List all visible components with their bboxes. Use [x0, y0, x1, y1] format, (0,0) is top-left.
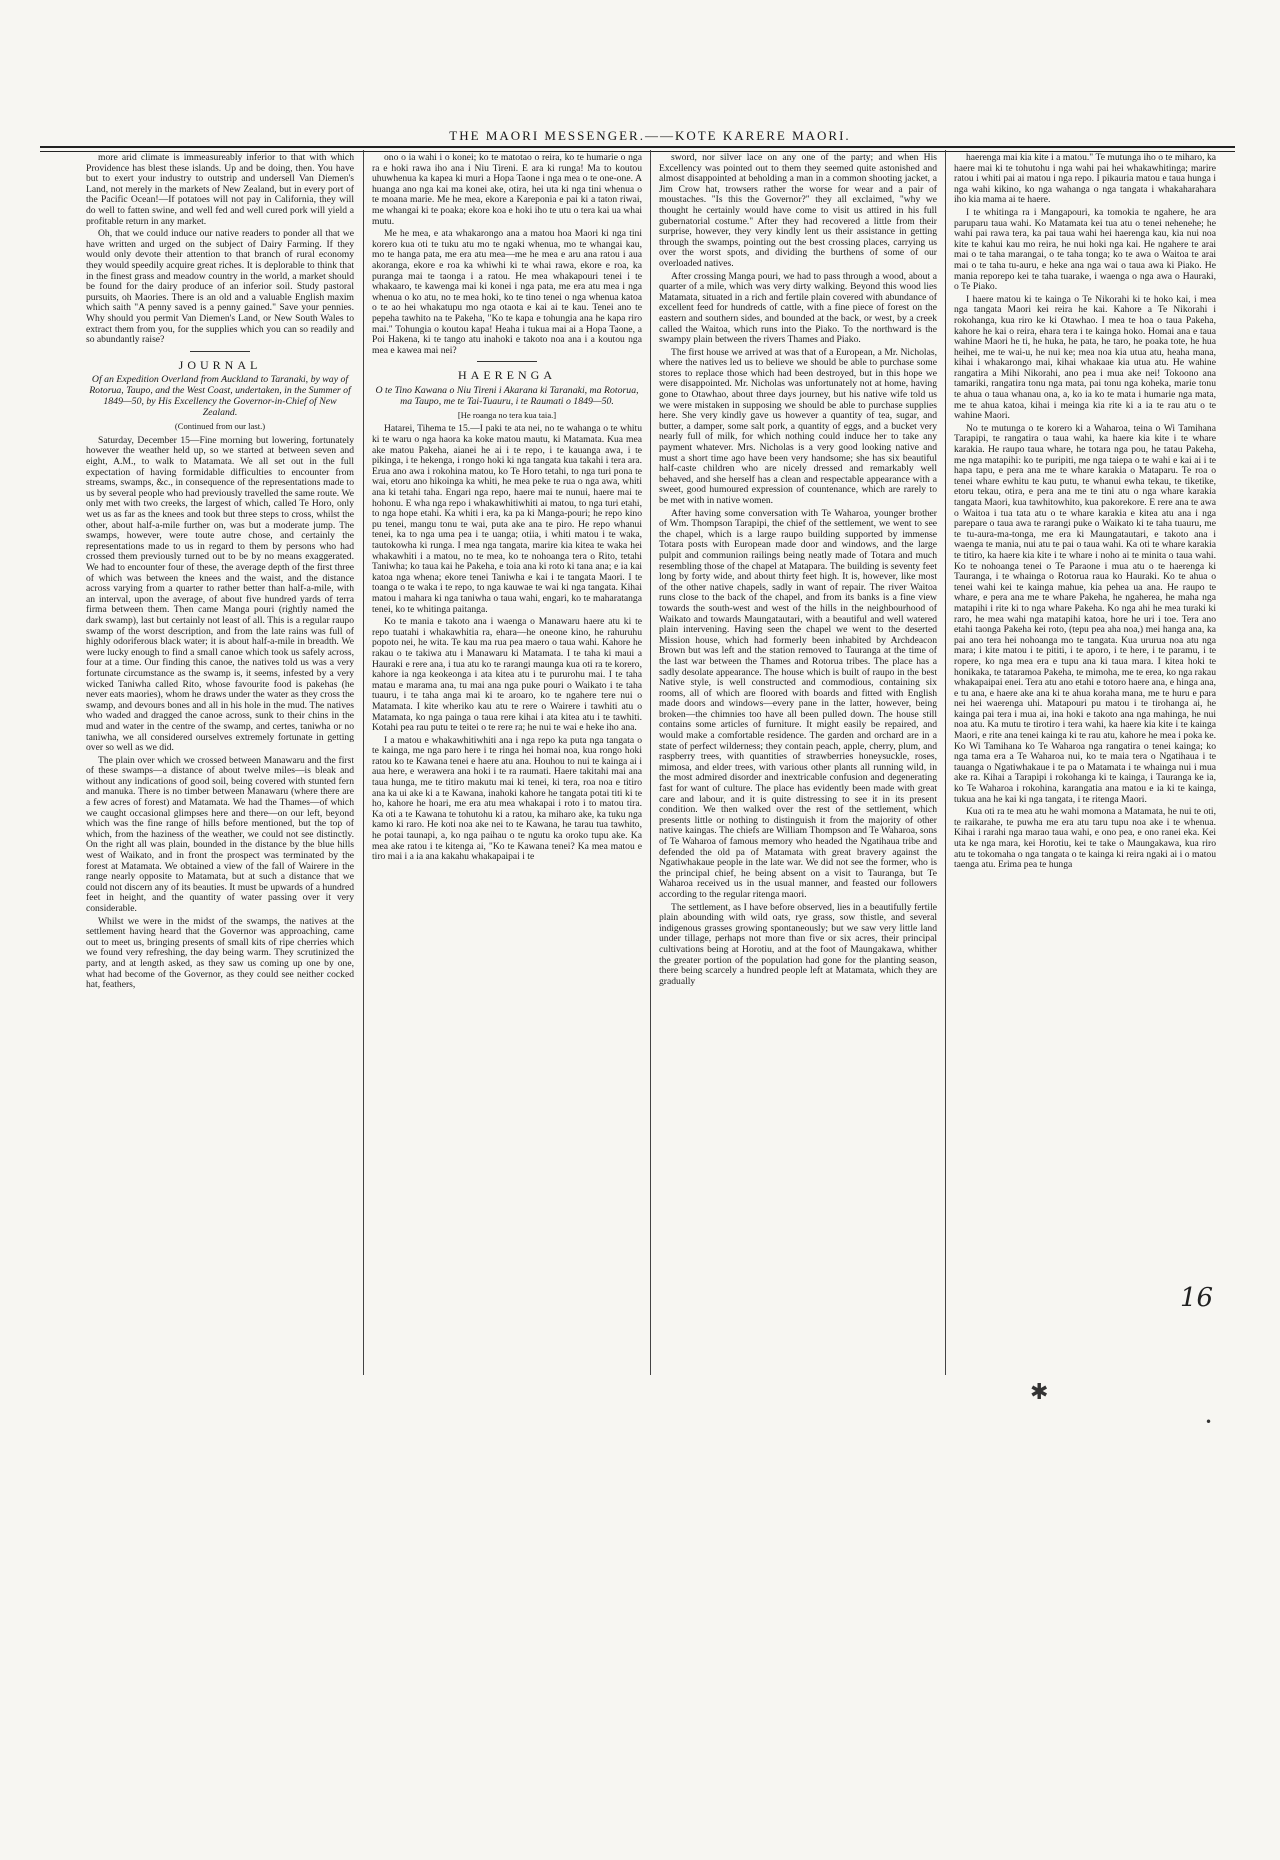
- masthead: THE MAORI MESSENGER.——KOTE KARERE MAORI.: [449, 128, 851, 143]
- col2-paragraph: Me he mea, e ata whakarongo ana a matou hoa Maori ki nga tini korero kua oti te tuku atu mo te ngaki whenua, mo te whangai kau, mo te hanga pata, me era atu mea—me he mea e aru ana ratou i aua akoranga, ekore e roa ka whiwhi ki te whai rawa, ekore e roa, ka puranga mai te taonga i a ratou. He mea whakapouri tenei i te whakaaro, te kawenga mai ki konei i nga pata, me era atu mea i nga whenua o ko atu, no te mea hoki, ko te tino tenei o nga whenua katoa o te ao hei whakatupu mo nga otaota e kai ai te kau. Tenei ano te pepeha tawhito na te Pakeha, "Ko te kapa e tohungia ana he kapa riro mai." Tohungia o koutou kapa! Heaha i tukua mai ai a Hopa Taone, a Poi Hakena, ki te tango atu inahoki e takoto noa ana i a koutou nga mea e kawea mai nei?: [372, 228, 642, 356]
- col4-paragraph: haerenga mai kia kite i a matou." Te mutunga iho o te miharo, ka haere mai ki te tohutohu i nga wahi pai hei whakawhitinga; marire ratou i whiti pai ai matou i nga repo. I pikauria matou e taua hunga i nga wahi kikino, ko nga wahanga o nga tangata i whakaharahara iho kia mama ai te haere.: [954, 153, 1216, 206]
- col2-paragraph: ono o ia wahi i o konei; ko te matotao o reira, ko te humarie o nga ra e hoki rawa iho ana i Niu Tireni. E ara ki runga! Ma to koutou uhuwhenua ka kapea ki muri a Hopa Taone i nga mea o te one-one. A huanga ano nga kai ma konei ake, otira, hei uta ki nga tini whenua o te moana marie. Me he mea, ekore a Kareponia e pai ki a taton riwai, me whangai ki te poaka; ekore koa e hoki iho te utu o tera kai ua whai mutu.: [372, 153, 642, 227]
- section-divider: [477, 361, 537, 362]
- col4-paragraph: I haere matou ki te kainga o Te Nikorahi ki te hoko kai, i mea nga tangata Maori kei reira he kai. Kahore a Te Nikorahi i rokohanga, kua riro ke ki Otawhao. I mea te hoa o taua Pakeha, kahore he kai o reira, ehara tera i te kainga hoko. Homai ana e taua wahine Maori he ti, he huka, he pata, he taro, he poaka tote, he hua heihei, me te wai-u, he nui ke; mea noa kia utua atu, heaha mana, kihai i whakarongo mai, kihai whakaae kia utua atu. He wahine rangatira a Mihi Nikorahi, ano pea i mua ake nei! Tokoono ana tamariki, rangatira tonu nga mata, pai tonu nga koheka, marie tonu te ahua o taua whanau ona, a, ko ia ko te mata i humarie nga mata, me te ahua katoa, kihai i meinga kia rite ki a ia te rau atu o te wahine Maori.: [954, 293, 1216, 422]
- section-divider: [190, 351, 250, 352]
- journal-paragraph: Saturday, December 15—Fine morning but lowering, fortunately however the weather held up, so we started at between seven and eight, A.M., to walk to Matamata. We all set out in the full expectation of having formidable difficulties to encounter from streams, swamps, &c., in consequence of the representations made to us by several people who had previously travelled the same route. We only met with two creeks, the largest of which, called Te Horo, only wet us as far as the knees and took but three steps to cross, whilst the other, about half-a-mile further on, was but a moderate jump. The swamps, however, were toute autre chose, and certainly the representations made to us in regard to them by persons who had crossed them previously turned out to be by no means exaggerated. We had to encounter four of these, the average depth of the first three of which was between the knees and the waist, and the distance across varying from a quarter to rather better than half-a-mile, with an interval, upon the average, of about five hundred yards of terra firma between them. Then came Manga pouri (rightly named the dark swamp), last but certainly not least of all. This is a regular raupo swamp of the worst description, and from the late rains was full of highly odoriferous black water; it is about half-a-mile in breadth. We were lucky enough to find a small canoe which took us safely across, four at a time. Our finding this canoe, the natives told us was a very fortunate circumstance as the swamp is, it seems, infested by a very wicked Taniwha called Rito, whose favourite food is pakehas (he never eats maories), whom he draws under the water as they cross the swamp, and devours bones and all in his hole in the mud. The natives who waded and dragged the canoe across, sunk to their chins in the mud and water in the centre of the swamp, and certes, taniwha or no taniwha, we all considered ourselves extremely fortunate in getting over so well as we did.: [86, 434, 354, 754]
- journal-continued-note: (Continued from our last.): [174, 421, 266, 432]
- column-rule: [650, 150, 651, 1375]
- haerenga-paragraph: I a matou e whakawhitiwhiti ana i nga repo ka puta nga tangata o te kainga, me nga paro here i te ringa hei homai noa, kua rongo hoki ratou ko te Kawana tenei e haere atu ana. Houhou to nui te kainga ai i aua here, e werawera ana hoki i te ra raumati. Haere takitahi mai ana taua hunga, me te titiro makutu mai ki tenei, ki tera, roa noa e titiro ana ka ui ake ki a te Kawana, inahoki kahore he tangata potai titi ki te ho, kahore he hoari, me era atu mea whakapai i roto i to matou tira. Ka oti a te Kawana te tohutohu ki a ratou, ka miharo ake, ka tuku nga kamo ki raro. He koti noa ake nei to te Kawana, he tarau tua tawhito, he potai taunapi, a, ko nga paihau o te ngutu ka oroko tupu ake. Ka mea ake ratou i te kitenga ai, "Ko te Kawana tenei? Ka mea matou e tiro mai i a ia ana kakahu whakapaipai i te: [372, 734, 642, 863]
- ink-smudge-icon: ✱: [1030, 1380, 1049, 1405]
- journal-paragraph: Whilst we were in the midst of the swamps, the natives at the settlement having heard that the Governor was approaching, came out to meet us, bringing presents of small kits of ripe cherries which we found very refreshing, the day being warm. They scrutinized the party, and at length asked, as they saw us coming up one by one, what had become of the Governor, as they could see neither cocked hat, feathers,: [86, 915, 354, 991]
- haerenga-continued-note: [He roanga no tera kua taia.]: [457, 409, 557, 420]
- col4-paragraph: No te mutunga o te korero ki a Waharoa, teina o Wi Tamihana Tarapipi, te rangatira o taua wahi, ka haere kia kite i te whare karakia. He raupo taua whare, he totara nga pou, he tatau Pakeha, me nga matapihi: ko te puripiti, me nga taiepa o te wahi e kai ai i te hapa tapu, e pera ana me te whare karakia o Mataparu. Te roa o tenei whare ewhitu te kau putu, te whanui ewha tekau, te tiketike, etoru tekau, otira, e pera ana me te tini atu o nga whare karakia tangata Maori, kua tawhitowhito, kua pakorekore. E rere ana te awa o Waitoa i tua tata atu o te whare karakia e kitea atu ana i nga parepare o taua awa te rarangi puke o Waikato ki te taha tuauru, me te tu-aura-ma-tonga, me era ki Maungatautari, e takoto ana i waenga te mania, nui atu te pai o taua wahi. Ka oti te whare karakia te titiro, ka haere kia kite i te whare i noho ai te minita o taua wahi. Ko te nohoanga tenei o Te Paraone i mua atu o te haerenga ki Tauranga, i te whainga o Rotorua raua ko Hauraki. Ko te ahua o tenei wahi kei te kainga mahue, kia pehea ua ana. He raupo te whare, e pera ana me te whare Pakeha, he ngaherea, he maha nga matapihi i rite ki to nga whare Pakeha. Ko nga ahi he mea turaki ki raro, he mea wahi nga matapihi katoa, hore he uri i toe. Tera ano etahi taonga Pakeha kei roto, (tepu pea aha noa,) mei hanga ana, ka pai ano tera hei nohoanga mo te tangata. Kua ururua noa atu nga mara; i kite matou i te pititi, i te aporo, i te here, i te paramu, i te ropere, ko nga mea era e tupu ana ki taua mara. I kitea hoki te honikaka, te tataramoa Pakeha, te mimoha, me te erea, ko nga rakau whakapaipai enei. Tera atu ano etahi e totoro haere ana, e hinga ana, e tu ana, e haere ake ana ki te ahua koraha mana, me te huru e para nei hei waerenga uhi. Matapouri pu matou i te tirohanga ai, he kainga pai tera i mua ai, ina hoki e takoto ana nga mahinga, he nui noa atu. Ka mutu te tirotiro i tera wahi, ka haere kia kite i te kainga Maori, e rite ana tenei kainga ki te rau atu, kahore he mea i poka ke. Ko Wi Tamihana ko Te Waharoa nga rangatira o tenei kainga; ko nga tama era a Te Waharoa nui, ko te maia tera o Ngatihaua i te tauanga o Ngatiwhakaue i te pa o Matamata i te whainga nui i mua ake ra. Kihai a Tarapipi i rokohanga ki te kainga, i Tauranga ke ia, ko Te Waharoa i rokohina, karangatia ana matou e ia ki te kainga, tukua ana he kai ki nga tangata, i te ritenga Maori.: [954, 422, 1216, 805]
- col3-paragraph: After having some conversation with Te Waharoa, younger brother of Wm. Thompson Tarapipi, the chief of the settlement, we went to see the chapel, which is a large raupo building supported by immense Totara posts with European made door and windows, and the large pulpit and communion railings being neatly made of Totara and much resembling those of the chapel at Matapara. The building is seventy feet long by forty wide, and about thirty feet high. It is, however, like most of the other native chapels, sadly in want of repair. The river Waitoa runs close to the back of the chapel, and from its banks is a fine view towards the south-west and west of the hills in the neighbourhood of Waikato and towards Maungatautari, with a beautiful and well watered plain intervening. Having seen the chapel we went to the deserted Mission house, which had formerly been inhabited by Archdeacon Brown but was left and the station removed to Tauranga at the time of the last war between the Thames and Rotorua tribes. The place has a sadly desolate appearance. The house which is built of raupo in the best Native style, is well constructed and commodious, containing six rooms, all of which are floored with boards and fitted with English made doors and windows—every pane in the latter, however, being broken—the chimnies too have all been pulled down. The house still contains some articles of furniture. It might easily be repaired, and would make a comfortable residence. The garden and orchard are in a state of perfect wilderness; they contain peach, apple, cherry, plum, and raspberry trees, with quantities of strawberries honeysuckle, roses, mimosa, and elder trees, with various other plants all running wild, in the most admired disorder and inextricable confusion and degenerating fast for want of culture. The place has evidently been made with great care and labour, and it is quite distressing to see it in its present condition. We then walked over the rest of the settlement, which presents little or nothing to distinguish it from the majority of other native kaingas. The chiefs are William Thompson and Te Waharoa, sons of Te Waharoa of famous memory who headed the Ngatihaua tribe and defended the old pa of Matamata with great bravery against the Ngatiwhakaue people in the late war. We did not see the former, who is the principal chief, he being absent on a visit to Tauranga, but Te Waharoa received us in the usual manner, and feasted our followers according to the regular ritenga maori.: [659, 507, 937, 900]
- col3-paragraph: sword, nor silver lace on any one of the party; and when His Excellency was pointed out to them they seemed quite astonished and almost disappointed at beholding a man in a common shooting jacket, a Jim Crow hat, trowsers rather the worse for wear and a pair of moustaches. "Is this the Governor?" they all exclaimed, "why we thought he certainly would have come to visit us attired in his full gubernatorial costume." After they had recovered a little from their surprise, however, they very kindly lent us their assistance in getting through the swamps, pointing out the best crossing places, carrying us over the worst spots, and dividing the burthens of some of our overloaded natives.: [659, 153, 937, 269]
- haerenga-heading: HAERENGA: [458, 368, 556, 383]
- haerenga-paragraph: Hatarei, Tihema te 15.—I paki te ata nei, no te wahanga o te whitu ki te waru o nga haora ka koke matou mautu, ki Matamata. Kua mea ake matou Pakeha, aianei he ai i te repo, i te kauanga awa, i te pikinga, i te hekenga, i rongo hoki ki nga tangata kua takahi i tera ara. Erua ano awa i rokohina matou, ko Te Horo tetahi, to nga turi pona te wai, etoru ano hikoinga ka whiti, he mea peke te rua o nga awa, whiti ana ki tetahi taha. Engari nga repo, haere mai te nunui, haere mai te hohonu. E wha nga repo i whakawhitiwhiti ai matou, to nga turi etahi, to nga hope etahi. Ka whiti i era, ka pa ki Manga-pouri; he repo kino pu tenei, mangu tonu te wai, puta ake ana te piro. He repo whanui tenei, ka to nga uma pea i te uanga; otiia, i whiti matou i te waka, tautokowha ki runga. I mea nga tangata, marire kia kitea te waka hei whakawhiti i a matou, no te mea, ko te nohoanga tera o Rito, tetahi Taniwha; ko taua kai he Pakeha, e toia ana ki roto ki tana ana; e ia kai katoa nga whena; ekore tenei Taniwha e kai i te tangata Maori. I te toanga o te waka i te repo, to nga kauwae te wai ki nga tangata. Kihai matou i mahara ki nga taniwha o taua wahi, engari, ko te maharatanga tenei, ko te whitinga paitanga.: [372, 423, 642, 615]
- column-1: [86, 153, 354, 1378]
- col4-paragraph: I te whitinga ra i Mangapouri, ka tomokia te ngahere, he ara paruparu taua wahi. Ko Matamata kei tua atu o tenei nehenehe; he wahi pai rawa tera, ka pai taua wahi hei haerenga kau, kia nui noa kite te kahui kau mo reira, he nui hoki nga kai. He ngahere te arai mai o te taha marangai, o te taha tonga; ko te awa o Waitoa te arai mai o te taha tu-auru, e heke ana nga wai o taua awa ki Piako. He mania reporepo kei te taha tuarake, i waenga o nga awa o Hauraki, o Te Piako.: [954, 206, 1216, 293]
- haerenga-paragraph: Ko te mania e takoto ana i waenga o Manawaru haere atu ki te repo tuatahi i whakawhitia ra, ehara—he oneone kino, he rahuruhu popoto nei, he wita. Te kau ma rua pea maero o taua wahi. Kahore he rakau o te takiwa atu i Manawaru ki Matamata. I te taha ki maui a Hauraki e rere ana, i tua atu ko te rarangi maunga kua oti ra te korero, kahore ia nga keokeonga i ata kitea atu i te pururohu mai. I te taha matau e marama ana, tu mai ana nga puke pouri o Waikato i te taha tuauru, i te taha anga mai ki te aroaro, ko te ngahere tere nui o Matamata. I kite wheriko kau atu te rere o Wairere i tawhiti atu o Matamata, ko nga painga o taua rere kihai i ata kitea atu i te tawhiti. Kotahi pea rau putu te teitei o te rere ra; he nui te wai e heke iho ana.: [372, 616, 642, 734]
- col1-paragraph: Oh, that we could induce our native readers to ponder all that we have written and urged on the subject of Dairy Farming. If they would only devote their attention to that branch of rural economy they would speedily acquire great riches. It is deplorable to think that in the finest grass and meadow country in the world, a market should be found for the dairy produce of an inferior soil. Study pastoral pursuits, oh Maories. There is an old and a valuable English maxim which saith "A penny saved is a penny gained." Save your pennies. Why should you permit Van Diemen's Land, or New South Wales to extract them from you, for the supplies which you can so readily and so abundantly raise?: [86, 228, 354, 346]
- col3-paragraph: The first house we arrived at was that of a European, a Mr. Nicholas, where the natives led us to believe we should be able to purchase some stores to replace those which had been destroyed, but in this hope we were disappointed. Mr. Nicholas was unfortunately not at home, having gone to Otawhao, about three days journey, but his native wife told us we were mistaken in supposing we should be able to purchase supplies here. She very kindly gave us however a quantity of tea, sugar, and butter, a damper, some salt pork, a quantity of eggs, and a bucket very nearly full of milk, for which nothing could induce her to take any payment whatever. Mrs. Nicholas is a very good looking native and must a short time ago have been very handsome; she has six beautiful half-caste children who are nicely dressed and remarkably well behaved, and she herself has a clean and respectable appearance with a sweet, good humoured expression of countenance, which are rarely to be met with in native women.: [659, 346, 937, 506]
- column-3: [659, 153, 937, 1378]
- col1-paragraph: more arid climate is immeasureably inferior to that with which Providence has blest these islands. Up and be doing, then. You have but to exert your industry to outstrip and undersell Van Diemen's Land, not merely in the markets of New Zealand, but in every port of the Pacific Ocean!—If potatoes will not pay in California, they will do well to fatten swine, and well fed and well cured pork will yield a profitable return in any market.: [86, 153, 354, 227]
- masthead-rule: [40, 146, 1235, 152]
- col3-paragraph: The settlement, as I have before observed, lies in a beautifully fertile plain abounding with wild oats, rye grass, sow thistle, and several indigenous grasses growing spontaneously; but we saw very little land under tillage, perhaps not more than five or six acres, their principal cultivations being at Horotiu, and at the foot of Maungakawa, whither the greater portion of the population had gone for the planting season, there being scarcely a hundred people left at Matamata, which they are gradually: [659, 901, 937, 987]
- haerenga-subtitle: O te Tino Kawana o Niu Tireni i Akarana ki Taranaki, ma Rotorua, ma Taupo, me te Tai-Tuauru, i te Raumati o 1849—50.: [375, 384, 639, 407]
- column-2: [372, 153, 642, 1378]
- column-rule: [945, 150, 946, 1375]
- col4-paragraph: Kua oti ra te mea atu he wahi momona a Matamata, he nui te oti, te raikarahe, te puwha me era atu taru tupu noa ake i te whenua. Kihai i rarahi nga marao taua wahi, e ono pea, e ono ranei eka. Kei uta ke nga mara, kei Horotiu, kei te take o Maungakawa, kua riro atu te tokomaha o nga tangata o te kainga ki reira ngaki ai i o matou taenga atu. Erima pea te hunga: [954, 806, 1216, 871]
- ink-speck-icon: •: [1205, 1415, 1213, 1429]
- column-rule: [363, 150, 364, 1375]
- journal-paragraph: The plain over which we crossed between Manawaru and the first of these swamps—a distance of about twelve miles—is bleak and without any indications of good soil, being covered with stunted fern and manuka. There is no timber between Manawaru (where there are a few acres of forest) and Matamata. We had the Thames—of which we caught occasional glimpses here and there—on our left, beyond which was the fine range of hills before mentioned, but the top of which, from the haziness of the weather, we could not see distinctly. On the right all was plain, bounded in the distance by the blue hills west of Waikato, and in front the prospect was terminated by the forest at Matamata. We obtained a view of the fall of Wairere in the range nearly opposite to Matamata, but at such a distance that we could not discern any of its beauties. It must be upwards of a hundred feet in height, and the quantity of water passing over it very considerable.: [86, 754, 354, 914]
- col3-paragraph: After crossing Manga pouri, we had to pass through a wood, about a quarter of a mile, which was very dirty walking. Beyond this wood lies Matamata, situated in a rich and fertile plain covered with abundance of excellent feed for hundreds of cattle, with a fine piece of forest on the eastern and southern sides, and bounded at the back, or west, by a creek called the Waitoa, which runs into the Piako. To the northward is the swampy plain between the rivers Thames and Piako.: [659, 270, 937, 346]
- journal-heading: JOURNAL: [178, 357, 262, 372]
- journal-subtitle: Of an Expedition Overland from Auckland to Taranaki, by way of Rotorua, Taupo, and the West Coast, undertaken, in the Summer of 1849—50, by His Excellency the Governor-in-Chief of New Zealand.: [89, 374, 351, 419]
- column-4: [954, 153, 1216, 1378]
- handwritten-page-number: 16: [1180, 1283, 1214, 1313]
